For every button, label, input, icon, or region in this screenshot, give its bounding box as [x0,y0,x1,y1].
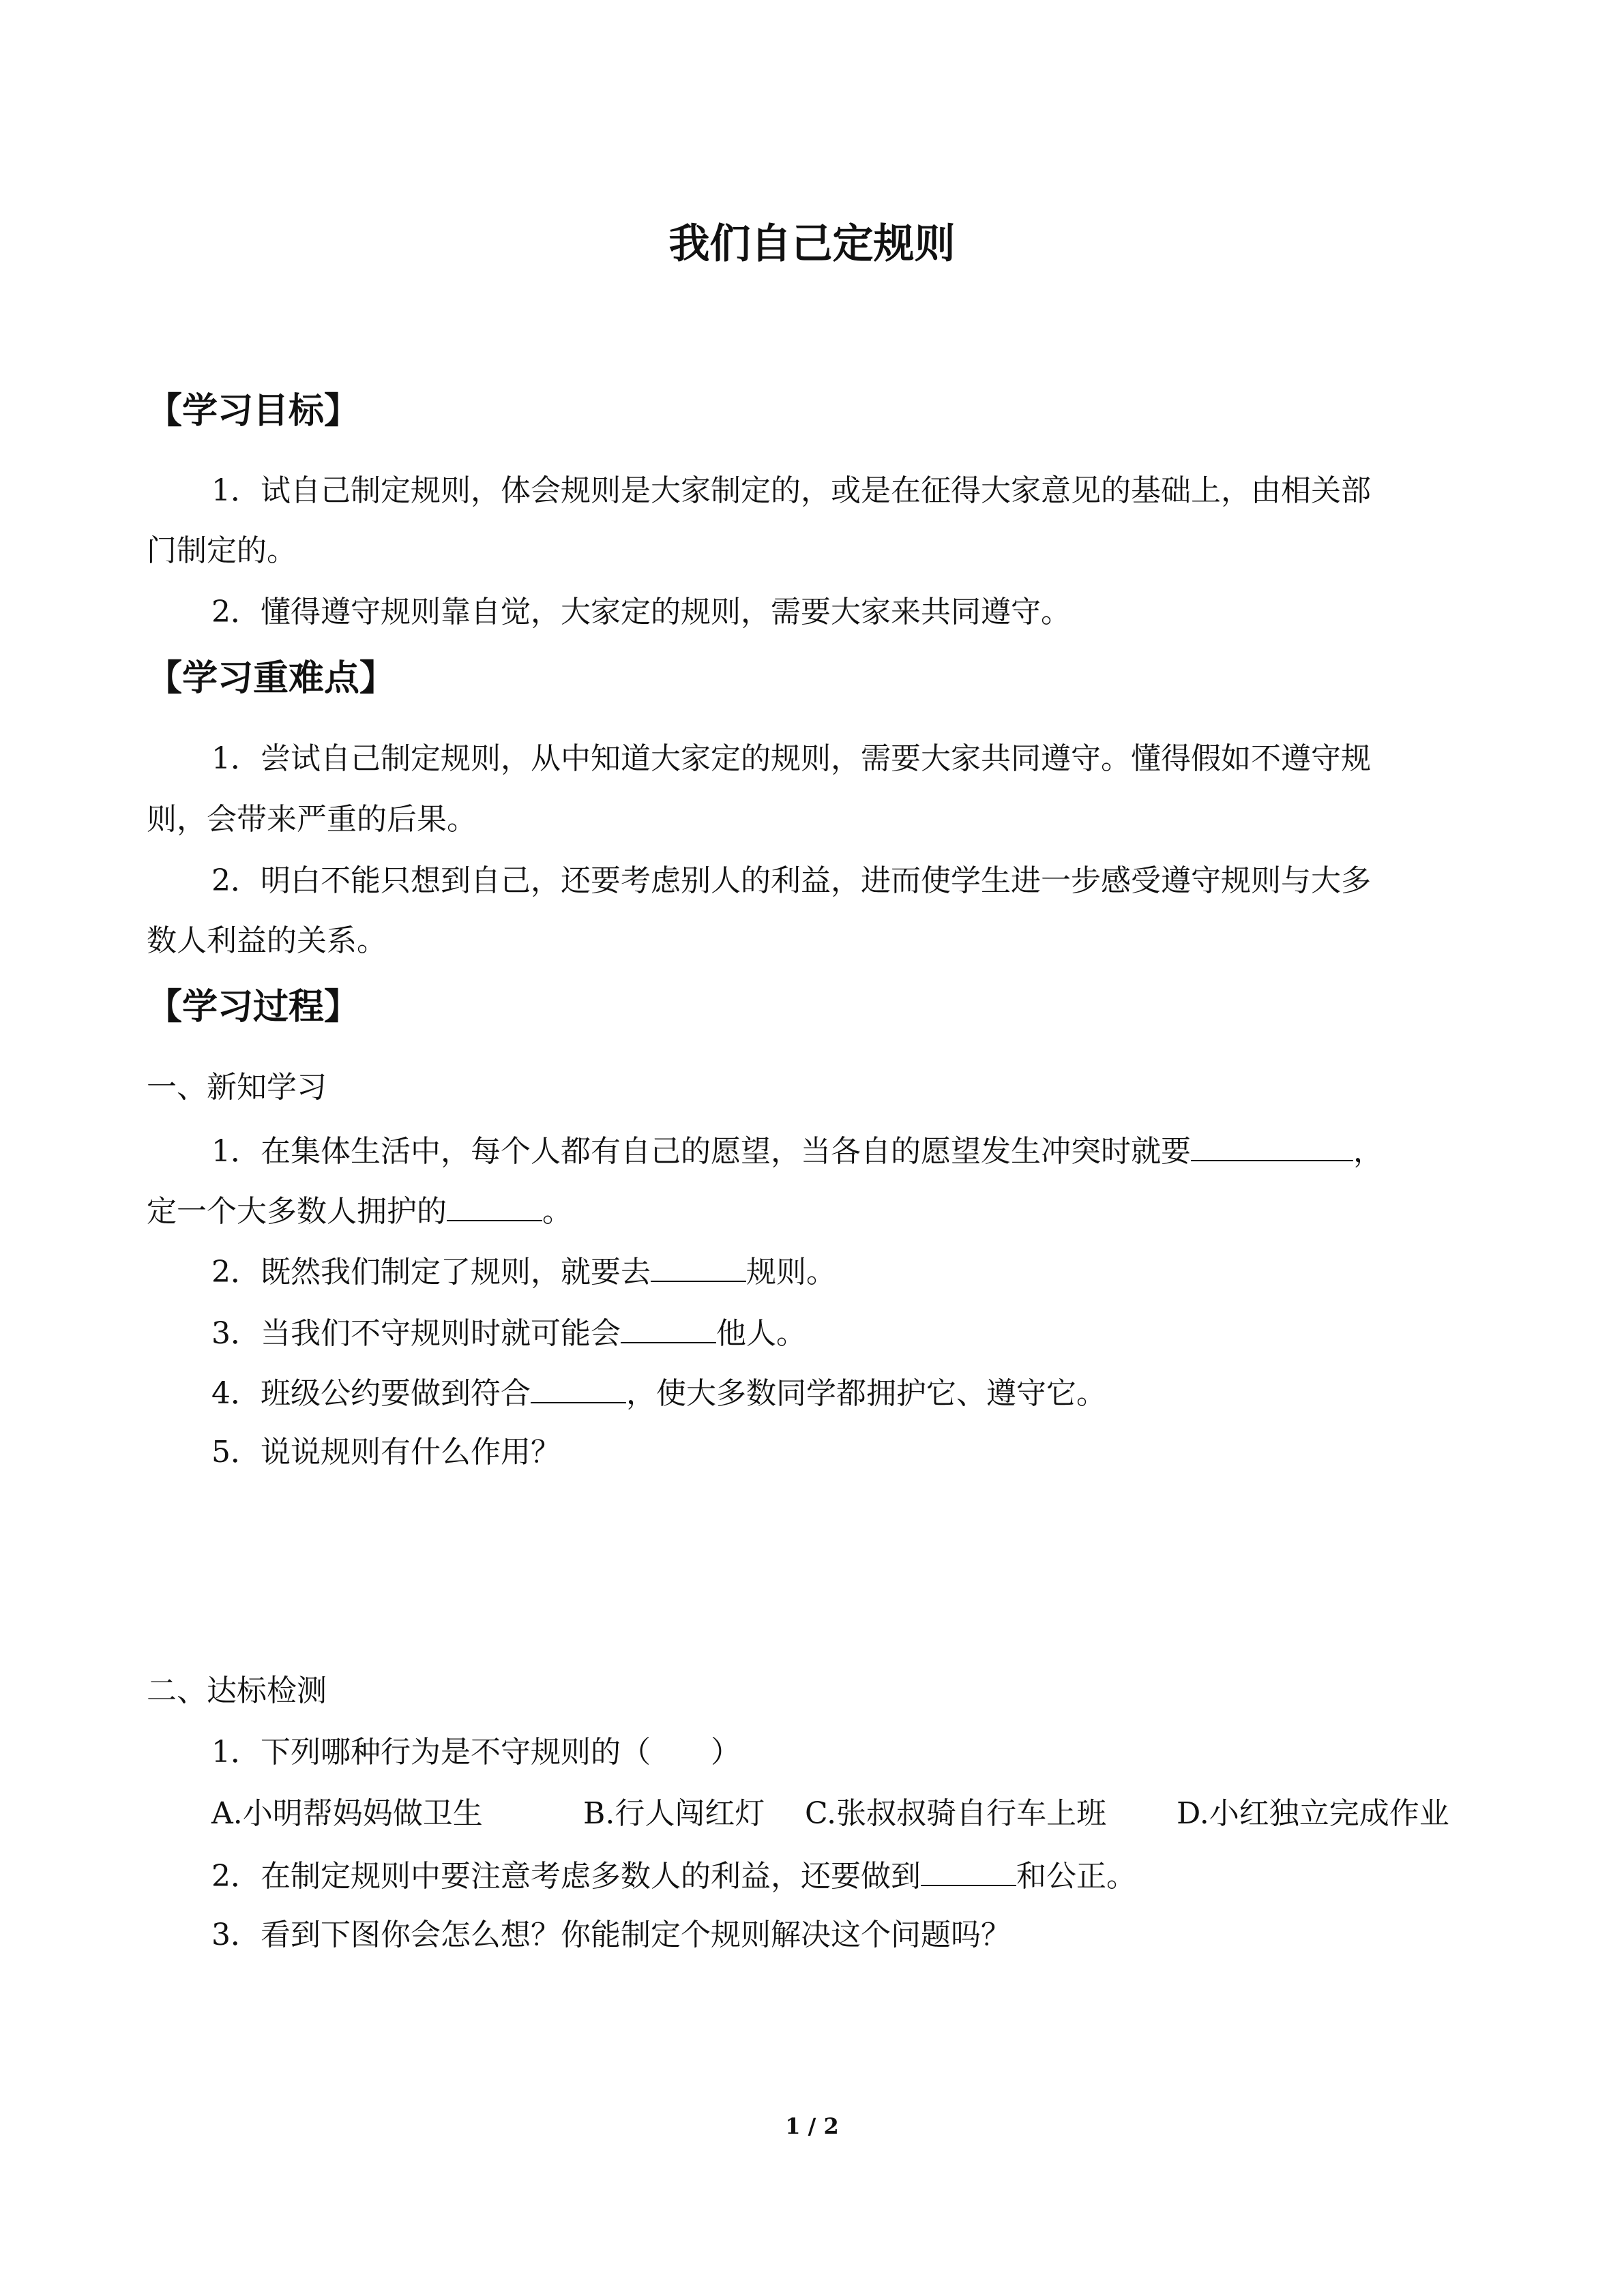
question-text: 定一个大多数人拥护的 [147,1194,447,1229]
question-text: 2．在制定规则中要注意考虑多数人的利益，还要做到 [211,1859,921,1894]
assessment-question-1: 1．下列哪种行为是不守规则的（ ） [211,1735,741,1770]
assessment-question-3: 3．看到下图你会怎么想？你能制定个规则解决这个问题吗？ [211,1918,1011,1952]
question-text: 和公正。 [1016,1859,1136,1894]
answer-blank[interactable] [1191,1129,1353,1161]
subsection-heading-new-knowledge: 一、新知学习 [147,1070,327,1105]
assessment-question-1-option-b: B.行人闯红灯 [583,1796,765,1831]
goal-item-1-line-1: 1．试自己制定规则，体会规则是大家制定的，或是在征得大家意见的基础上，由相关部 [211,473,1371,508]
assessment-question-2 [211,1853,1136,1897]
question-text: 他人。 [716,1316,806,1351]
page-number: 1 / 2 [785,2113,839,2139]
key-point-1-line-1: 1．尝试自己制定规则，从中知道大家定的规则，需要大家共同遵守。懂得假如不遵守规 [211,741,1371,776]
assessment-question-1-option-c: C.张叔叔骑自行车上班 [805,1796,1107,1831]
answer-blank[interactable] [921,1853,1016,1886]
question-text: 1．在集体生活中，每个人都有自己的愿望，当各自的愿望发生冲突时就要 [211,1134,1191,1169]
goal-item-1-line-2: 门制定的。 [147,533,297,568]
question-text: 。 [542,1194,572,1229]
new-knowledge-question-2 [211,1249,836,1293]
answer-blank[interactable] [651,1249,746,1282]
question-text: ， [1353,1134,1383,1169]
answer-blank[interactable] [531,1371,626,1403]
section-heading-goals: 【学习目标】 [147,391,360,432]
assessment-question-1-option-d: D.小红独立完成作业 [1177,1796,1449,1831]
question-text: 3．当我们不守规则时就可能会 [211,1316,621,1351]
answer-blank[interactable] [447,1189,542,1221]
section-heading-process: 【学习过程】 [147,987,360,1028]
new-knowledge-question-3 [211,1311,806,1354]
key-point-2-line-2: 数人利益的关系。 [147,923,387,958]
new-knowledge-question-1-line-1 [211,1129,1383,1172]
assessment-question-1-option-a: A.小明帮妈妈做卫生 [211,1796,483,1831]
key-point-1-line-2: 则，会带来严重的后果。 [147,802,477,837]
document-title: 我们自己定规则 [668,220,956,268]
question-text: 2．既然我们制定了规则，就要去 [211,1255,651,1289]
question-text: 规则。 [746,1255,836,1289]
key-point-2-line-1: 2．明白不能只想到自己，还要考虑别人的利益，进而使学生进一步感受遵守规则与大多 [211,863,1371,898]
goal-item-2: 2．懂得遵守规则靠自觉，大家定的规则，需要大家来共同遵守。 [211,595,1071,629]
answer-blank[interactable] [621,1311,716,1343]
new-knowledge-question-4 [211,1371,1106,1414]
question-text: 4．班级公约要做到符合 [211,1376,531,1411]
section-heading-key-points: 【学习重难点】 [147,658,396,699]
new-knowledge-question-5: 5．说说规则有什么作用？ [211,1435,561,1470]
new-knowledge-question-1-line-2 [147,1189,572,1232]
question-text: ，使大多数同学都拥护它、遵守它。 [626,1376,1106,1411]
subsection-heading-assessment: 二、达标检测 [147,1673,327,1708]
